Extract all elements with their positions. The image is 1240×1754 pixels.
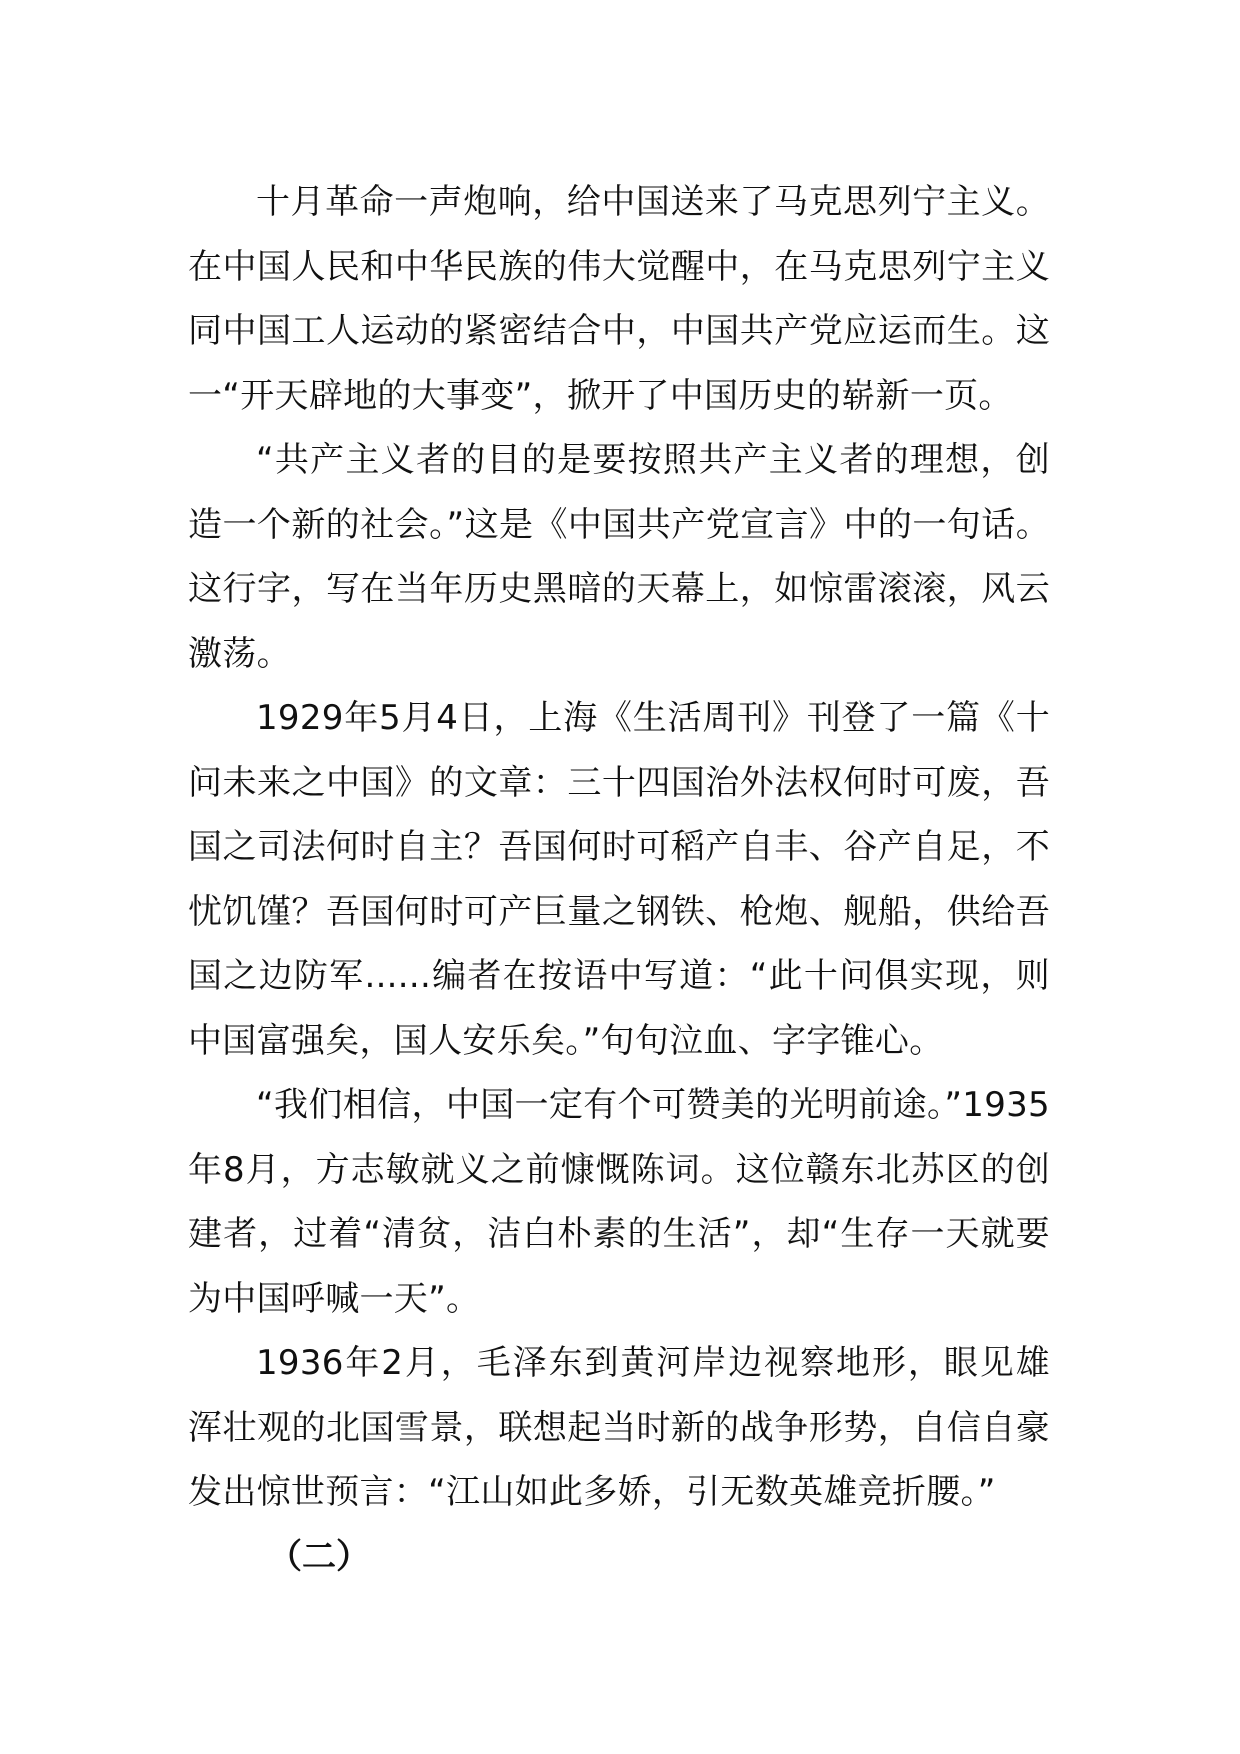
- section-heading: （二）: [268, 1536, 370, 1577]
- document-page: [188, 170, 1050, 1589]
- paragraph-4: “我们相信，中国一定有个可赞美的光明前途。”1935年8月，方志敏就义之前慷慨陈词。这位赣东北苏区的创建者，过着“清贫，洁白朴素的生活”，却“生存一天就要为中国呼喊一天”。: [188, 1085, 1050, 1319]
- paragraph-5: 1936年2月，毛泽东到黄河岸边视察地形，眼见雄浑壮观的北国雪景，联想起当时新的战争形势，自信自豪发出惊世预言：“江山如此多娇，引无数英雄竞折腰。”: [188, 1343, 1050, 1512]
- paragraph-3: 1929年5月4日，上海《生活周刊》刊登了一篇《十问未来之中国》的文章：三十四国治外法权何时可废，吾国之司法何时自主？吾国何时可稻产自丰、谷产自足，不忧饥馑？吾国何时可产巨量之钢铁、枪炮、舰船，供给吾国之边防军......编者在按语中写道：“此十问俱实现，则中国富强矣，国人安乐矣。”句句泣血、字字锥心。: [188, 698, 1050, 1061]
- paragraph-1: 十月革命一声炮响，给中国送来了马克思列宁主义。在中国人民和中华民族的伟大觉醒中，在马克思列宁主义同中国工人运动的紧密结合中，中国共产党应运而生。这一“开天辟地的大事变”，掀开了中国历史的崭新一页。: [188, 182, 1050, 416]
- paragraph-2: “共产主义者的目的是要按照共产主义者的理想，创造一个新的社会。”这是《中国共产党宣言》中的一句话。这行字，写在当年历史黑暗的天幕上，如惊雷滚滚，风云激荡。: [188, 440, 1050, 674]
